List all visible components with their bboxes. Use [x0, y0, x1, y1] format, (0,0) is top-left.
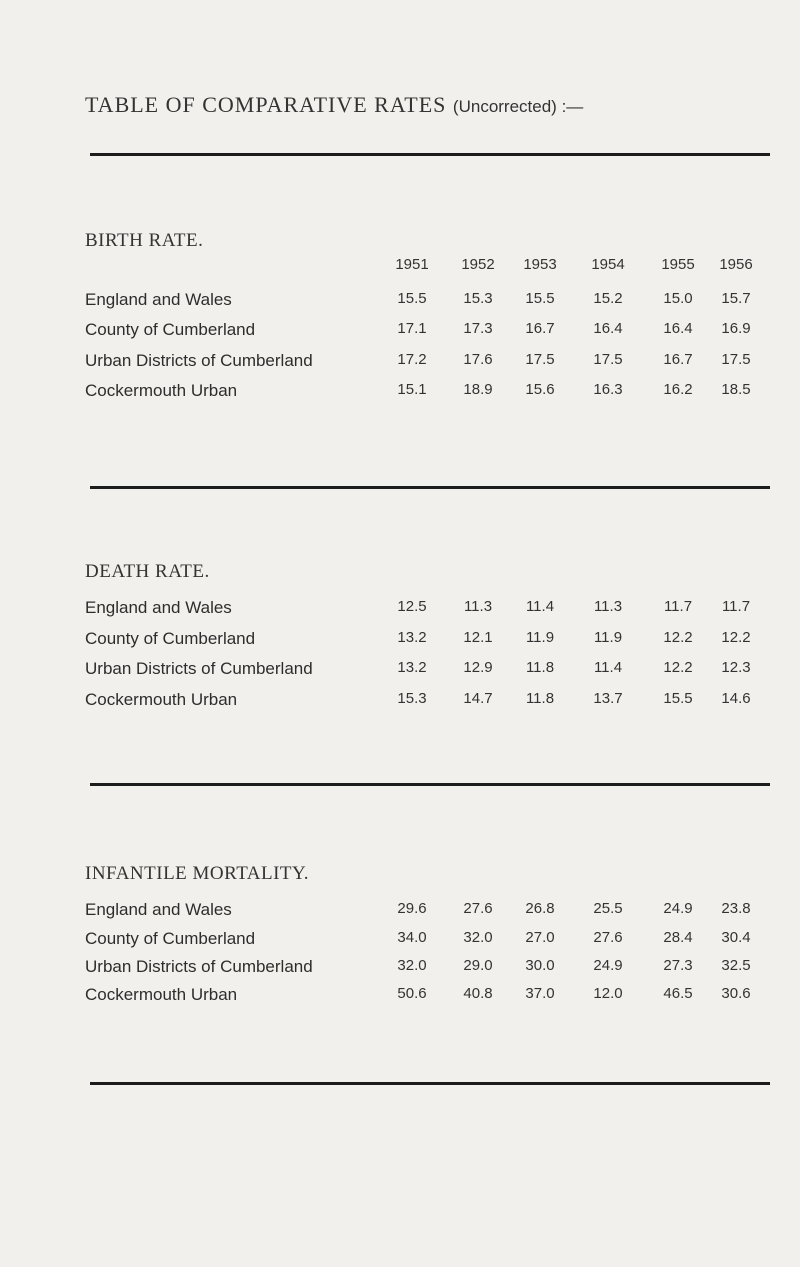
table-row — [0, 900, 800, 922]
year-header: 1954 — [591, 256, 625, 273]
rate-value: 13.2 — [397, 659, 427, 676]
row-label: County of Cumberland — [85, 929, 256, 948]
year-header: 1956 — [719, 256, 753, 273]
rate-value: 37.0 — [525, 985, 555, 1002]
table-row — [0, 598, 800, 620]
rate-value: 11.4 — [593, 659, 623, 676]
year-header-row — [0, 256, 800, 278]
rate-value: 34.0 — [397, 929, 427, 946]
table-row — [0, 320, 800, 342]
year-header: 1953 — [523, 256, 557, 273]
row-label: Cockermouth Urban — [85, 381, 238, 400]
rate-value: 12.3 — [721, 659, 751, 676]
rate-value: 50.6 — [397, 985, 427, 1002]
rate-value: 15.7 — [721, 290, 751, 307]
row-label: England and Wales — [85, 900, 232, 919]
table-row — [0, 351, 800, 373]
rate-value: 18.5 — [721, 381, 751, 398]
rate-value: 11.4 — [525, 598, 555, 615]
year-header: 1952 — [461, 256, 495, 273]
table-row — [0, 381, 800, 403]
rate-value: 16.9 — [721, 320, 751, 337]
rate-value: 17.5 — [525, 351, 555, 368]
rate-value: 30.6 — [721, 985, 751, 1002]
table-row — [0, 929, 800, 951]
death-rate-heading: DEATH RATE. — [85, 561, 210, 582]
rate-value: 13.7 — [593, 690, 623, 707]
rate-value: 29.6 — [397, 900, 427, 917]
rate-value: 16.4 — [663, 320, 693, 337]
rate-value: 25.5 — [593, 900, 623, 917]
rate-value: 26.8 — [525, 900, 555, 917]
rate-value: 24.9 — [663, 900, 693, 917]
rate-value: 32.0 — [463, 929, 493, 946]
rate-value: 24.9 — [593, 957, 623, 974]
title-main: TABLE OF COMPARATIVE RATES — [85, 92, 447, 117]
divider-rule — [90, 783, 770, 786]
rate-value: 16.7 — [525, 320, 555, 337]
title-subtitle: (Uncorrected) :— — [452, 97, 584, 116]
rate-value: 29.0 — [463, 957, 493, 974]
rate-value: 18.9 — [463, 381, 493, 398]
rate-value: 11.8 — [525, 690, 555, 707]
rate-value: 14.7 — [463, 690, 493, 707]
row-label: Urban Districts of Cumberland — [85, 351, 313, 370]
rate-value: 15.5 — [663, 690, 693, 707]
rate-value: 32.5 — [721, 957, 751, 974]
divider-rule — [90, 486, 770, 489]
row-label: England and Wales — [85, 290, 232, 309]
rate-value: 30.0 — [525, 957, 555, 974]
rate-value: 15.5 — [397, 290, 427, 307]
row-label: Cockermouth Urban — [85, 985, 238, 1004]
rate-value: 12.1 — [463, 629, 493, 646]
row-label: Cockermouth Urban — [85, 690, 238, 709]
rate-value: 15.5 — [525, 290, 555, 307]
rate-value: 11.3 — [593, 598, 623, 615]
rate-value: 30.4 — [721, 929, 751, 946]
table-row — [0, 690, 800, 712]
rate-value: 15.1 — [397, 381, 427, 398]
row-label: Urban Districts of Cumberland — [85, 659, 313, 678]
rate-value: 40.8 — [463, 985, 493, 1002]
rate-value: 17.5 — [721, 351, 751, 368]
rate-value: 32.0 — [397, 957, 427, 974]
rate-value: 17.2 — [397, 351, 427, 368]
rate-value: 15.6 — [525, 381, 555, 398]
rate-value: 27.6 — [463, 900, 493, 917]
rate-value: 12.2 — [721, 629, 751, 646]
rate-value: 15.3 — [397, 690, 427, 707]
rate-value: 15.2 — [593, 290, 623, 307]
row-label: County of Cumberland — [85, 629, 256, 648]
rate-value: 12.2 — [663, 629, 693, 646]
rate-value: 15.0 — [663, 290, 693, 307]
rate-value: 23.8 — [721, 900, 751, 917]
rate-value: 27.6 — [593, 929, 623, 946]
table-row — [0, 659, 800, 681]
year-header: 1951 — [395, 256, 429, 273]
rate-value: 11.9 — [593, 629, 623, 646]
rate-value: 11.3 — [463, 598, 493, 615]
rate-value: 16.3 — [593, 381, 623, 398]
table-row — [0, 629, 800, 651]
rate-value: 27.0 — [525, 929, 555, 946]
birth-rate-heading: BIRTH RATE. — [85, 230, 204, 251]
rate-value: 11.7 — [663, 598, 693, 615]
year-header: 1955 — [661, 256, 695, 273]
rate-value: 11.9 — [525, 629, 555, 646]
rate-value: 27.3 — [663, 957, 693, 974]
rate-value: 13.2 — [397, 629, 427, 646]
table-row — [0, 290, 800, 312]
rate-value: 17.3 — [463, 320, 493, 337]
divider-rule — [90, 153, 770, 156]
rate-value: 17.6 — [463, 351, 493, 368]
rate-value: 12.2 — [663, 659, 693, 676]
rate-value: 46.5 — [663, 985, 693, 1002]
table-row — [0, 957, 800, 979]
table-row — [0, 985, 800, 1007]
row-label: County of Cumberland — [85, 320, 256, 339]
rate-value: 11.7 — [721, 598, 751, 615]
rate-value: 12.0 — [593, 985, 623, 1002]
rate-value: 16.2 — [663, 381, 693, 398]
rate-value: 12.5 — [397, 598, 427, 615]
rate-value: 17.1 — [397, 320, 427, 337]
rate-value: 12.9 — [463, 659, 493, 676]
page-title — [85, 92, 583, 118]
rate-value: 16.4 — [593, 320, 623, 337]
rate-value: 28.4 — [663, 929, 693, 946]
row-label: Urban Districts of Cumberland — [85, 957, 313, 976]
row-label: England and Wales — [85, 598, 232, 617]
divider-rule — [90, 1082, 770, 1085]
rate-value: 17.5 — [593, 351, 623, 368]
rate-value: 11.8 — [525, 659, 555, 676]
rate-value: 15.3 — [463, 290, 493, 307]
rate-value: 14.6 — [721, 690, 751, 707]
rate-value: 16.7 — [663, 351, 693, 368]
infantile-mortality-heading: INFANTILE MORTALITY. — [85, 863, 310, 884]
